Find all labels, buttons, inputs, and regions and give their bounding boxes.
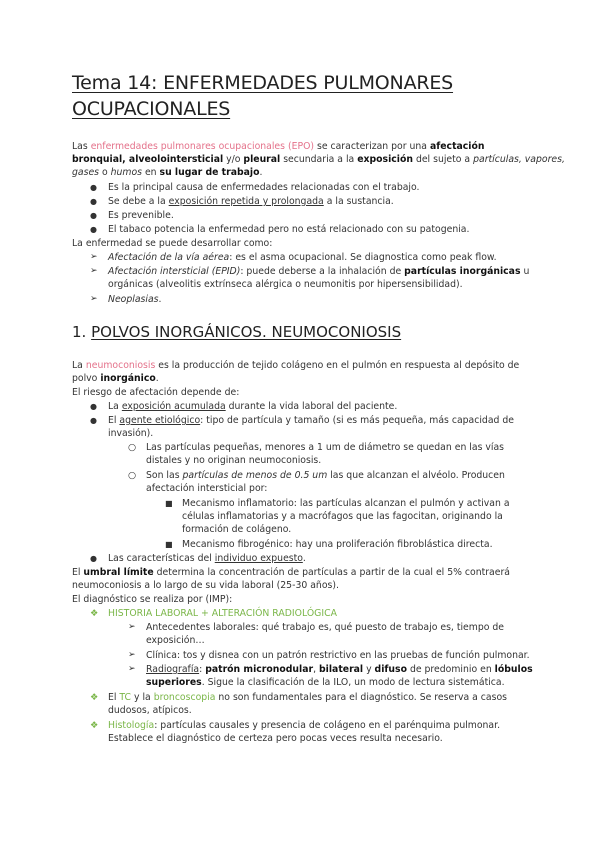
list-item-cont: dudosos, atípicos. [108,705,192,716]
list-item: Mecanismo inflamatorio: las partículas alcanzan el pulmón y activan a [182,498,510,509]
umbral-line-1: El umbral límite determina la concentración de partículas a partir de la cual el 5% contraerá [72,567,510,578]
square-bullet-icon: ■ [165,540,173,549]
list-item-cont: invasión). [108,428,154,439]
diamond-bullet-icon: ❖ [90,692,99,703]
list-item: Radiografía: patrón micronodular, bilateral y difuso de predominio en lóbulos [146,664,533,675]
list-item-cont: Establece el diagnóstico de certeza pero pocas veces resulta necesario. [108,733,443,744]
list-item-cont: formación de colágeno. [182,524,292,535]
arrow-icon: ➢ [128,664,136,674]
list-item: El TC y la broncoscopia no son fundamentales para el diagnóstico. Se reserva a casos [108,692,507,703]
bullet-icon: ● [90,225,97,234]
list-item-cont: células inflamatorias y a macrófagos que las fagocitan, originando la [182,511,503,522]
list-item: El agente etiológico: tipo de partícula y tamaño (si es más pequeña, más capacidad de [108,415,515,426]
diag-intro: El diagnóstico se realiza por (IMP): [72,594,233,605]
arrow-icon: ➢ [90,252,98,262]
bullet-icon: ● [90,183,97,192]
intro-line-2: bronquial, alveolointersticial y/o pleural secundaria a la exposición del sujeto a partículas, vapores, [72,154,565,165]
bullet-icon: ● [90,554,97,563]
diamond-bullet-icon: ❖ [90,720,99,731]
umbral-line-2: neumoconiosis a lo largo de su vida laboral (25-30 años). [72,580,339,591]
bullet-icon: ● [90,211,97,220]
list-item-cont: distales y no originan neumoconiosis. [146,455,322,466]
list-item: La exposición acumulada durante la vida laboral del paciente. [108,401,398,412]
bullet-icon: ● [90,402,97,411]
section-heading: 1. POLVOS INORGÁNICOS. NEUMOCONIOSIS [72,323,402,341]
bullet-icon: ● [90,416,97,425]
title-line-2: OCUPACIONALES [72,98,231,120]
list-item-cont: superiores. Sigue la clasificación de la ILO, un modo de lectura sistemática. [146,677,505,688]
riesgo-intro: El riesgo de afectación depende de: [72,387,240,398]
list-item: Las partículas pequeñas, menores a 1 um de diámetro se quedan en las vías [146,442,504,453]
arrow-icon: ➢ [90,266,98,276]
list-item: Clínica: tos y disnea con un patrón restrictivo en las pruebas de función pulmonar. [146,650,530,661]
circle-bullet-icon: ○ [128,442,137,453]
page-title [72,70,532,122]
diamond-bullet-icon: ❖ [90,608,99,619]
title-line-1: Tema 14: ENFERMEDADES PULMONARES [72,72,454,94]
list-item: Se debe a la exposición repetida y prolongada a la sustancia. [108,196,394,207]
square-bullet-icon: ■ [165,499,173,508]
intro-line-3: gases o humos en su lugar de trabajo. [72,167,263,178]
bullet-icon: ● [90,197,97,206]
list-item: Las características del individuo expuesto. [108,553,306,564]
list-item-cont: orgánicas (alveolitis extrínseca alérgica o neumonitis por hipersensibilidad). [108,279,463,290]
list-item: HISTORIA LABORAL + ALTERACIÓN RADIOLÓGICA [108,608,337,619]
list-item: Antecedentes laborales: qué trabajo es, qué puesto de trabajo es, tiempo de [146,622,505,633]
develop-intro: La enfermedad se puede desarrollar como: [72,238,273,249]
arrow-icon: ➢ [128,622,136,632]
list-item: Afectación de la vía aérea: es el asma ocupacional. Se diagnostica como peak flow. [108,252,497,263]
list-item: Es la principal causa de enfermedades relacionadas con el trabajo. [108,182,420,193]
list-item: Son las partículas de menos de 0.5 um las que alcanzan el alvéolo. Producen [146,470,505,481]
arrow-icon: ➢ [128,650,136,660]
list-item-cont: exposición… [146,635,205,646]
list-item: Neoplasias. [108,294,162,305]
neumo-line-2: polvo inorgánico. [72,373,159,384]
neumo-line-1: La neumoconiosis es la producción de tejido colágeno en el pulmón en respuesta al depósito de [72,360,520,371]
list-item: Histología: partículas causales y presencia de colágeno en el parénquima pulmonar. [108,720,501,731]
list-item: El tabaco potencia la enfermedad pero no está relacionado con su patogenia. [108,224,470,235]
circle-bullet-icon: ○ [128,470,137,481]
arrow-icon: ➢ [90,294,98,304]
intro-line-1: Las enfermedades pulmonares ocupacionales (EPO) se caracterizan por una afectación [72,141,485,152]
list-item: Mecanismo fibrogénico: hay una proliferación fibroblástica directa. [182,539,493,550]
list-item-cont: afectación intersticial por: [146,483,268,494]
list-item: Afectación intersticial (EPID): puede deberse a la inhalación de partículas inorgánicas u [108,266,530,277]
list-item: Es prevenible. [108,210,174,221]
